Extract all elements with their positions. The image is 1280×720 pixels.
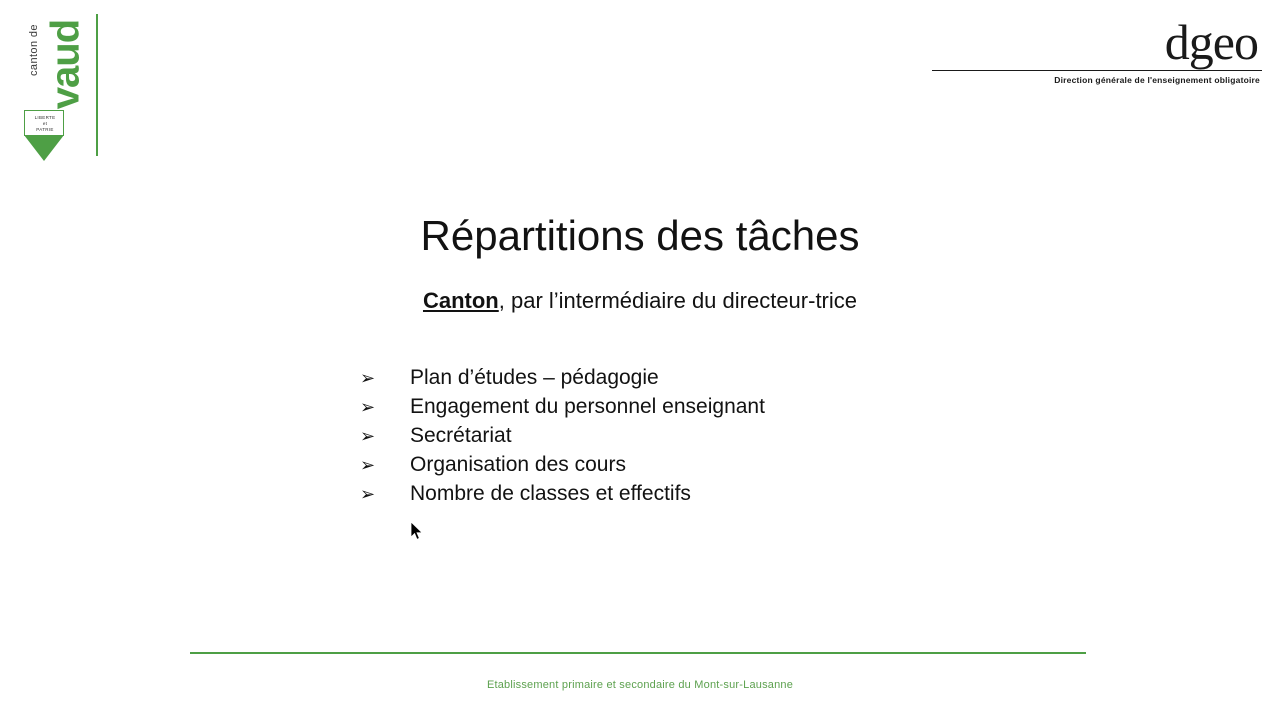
list-item-label: Engagement du personnel enseignant [410,395,765,418]
page-title: Répartitions des tâches [420,212,860,259]
vaud-motto-line-2: et [42,121,48,126]
list-item-label: Secrétariat [410,424,512,447]
slide-subtitle-emphasis: Canton [422,288,499,313]
list-item [360,453,1120,482]
dgeo-logo [922,16,1262,85]
arrow-bullet-icon: ➢ [360,455,376,475]
dgeo-wordmark: dgeo [1164,14,1258,70]
vaud-shield-lower [24,135,64,161]
canton-de-vaud-logo [18,8,98,168]
bullet-list [360,366,1120,511]
dgeo-subtitle: Direction générale de l'enseignement obligatoire [1054,75,1260,85]
vaud-motto [25,115,65,133]
list-item [360,482,1120,511]
slide-subtitle [0,288,1280,314]
mouse-cursor-icon [411,522,425,542]
arrow-bullet-icon: ➢ [360,368,376,388]
dgeo-rule [932,70,1262,71]
header-vertical-divider [96,14,98,156]
list-item-label: Organisation des cours [410,453,626,476]
list-item-label: Nombre de classes et effectifs [410,482,691,505]
vaud-canton-label: canton de [28,24,40,76]
slide-subtitle-rest: , par l’intermédiaire du directeur-trice [498,288,858,313]
list-item [360,424,1120,453]
list-item [360,366,1120,395]
arrow-bullet-icon: ➢ [360,397,376,417]
arrow-bullet-icon: ➢ [360,426,376,446]
vaud-wordmark: vaud [43,19,88,110]
vaud-motto-line-1: LIBERTE [34,115,56,120]
list-item [360,395,1120,424]
vaud-shield-icon [24,110,64,160]
list-item-label: Plan d’études – pédagogie [410,366,659,389]
footer-divider [190,652,1086,654]
arrow-bullet-icon: ➢ [360,484,376,504]
vaud-motto-line-3: PATRIE [36,127,54,132]
footer-label: Etablissement primaire et secondaire du Mont-sur-Lausanne [486,679,794,691]
vaud-shield-upper [24,110,64,136]
